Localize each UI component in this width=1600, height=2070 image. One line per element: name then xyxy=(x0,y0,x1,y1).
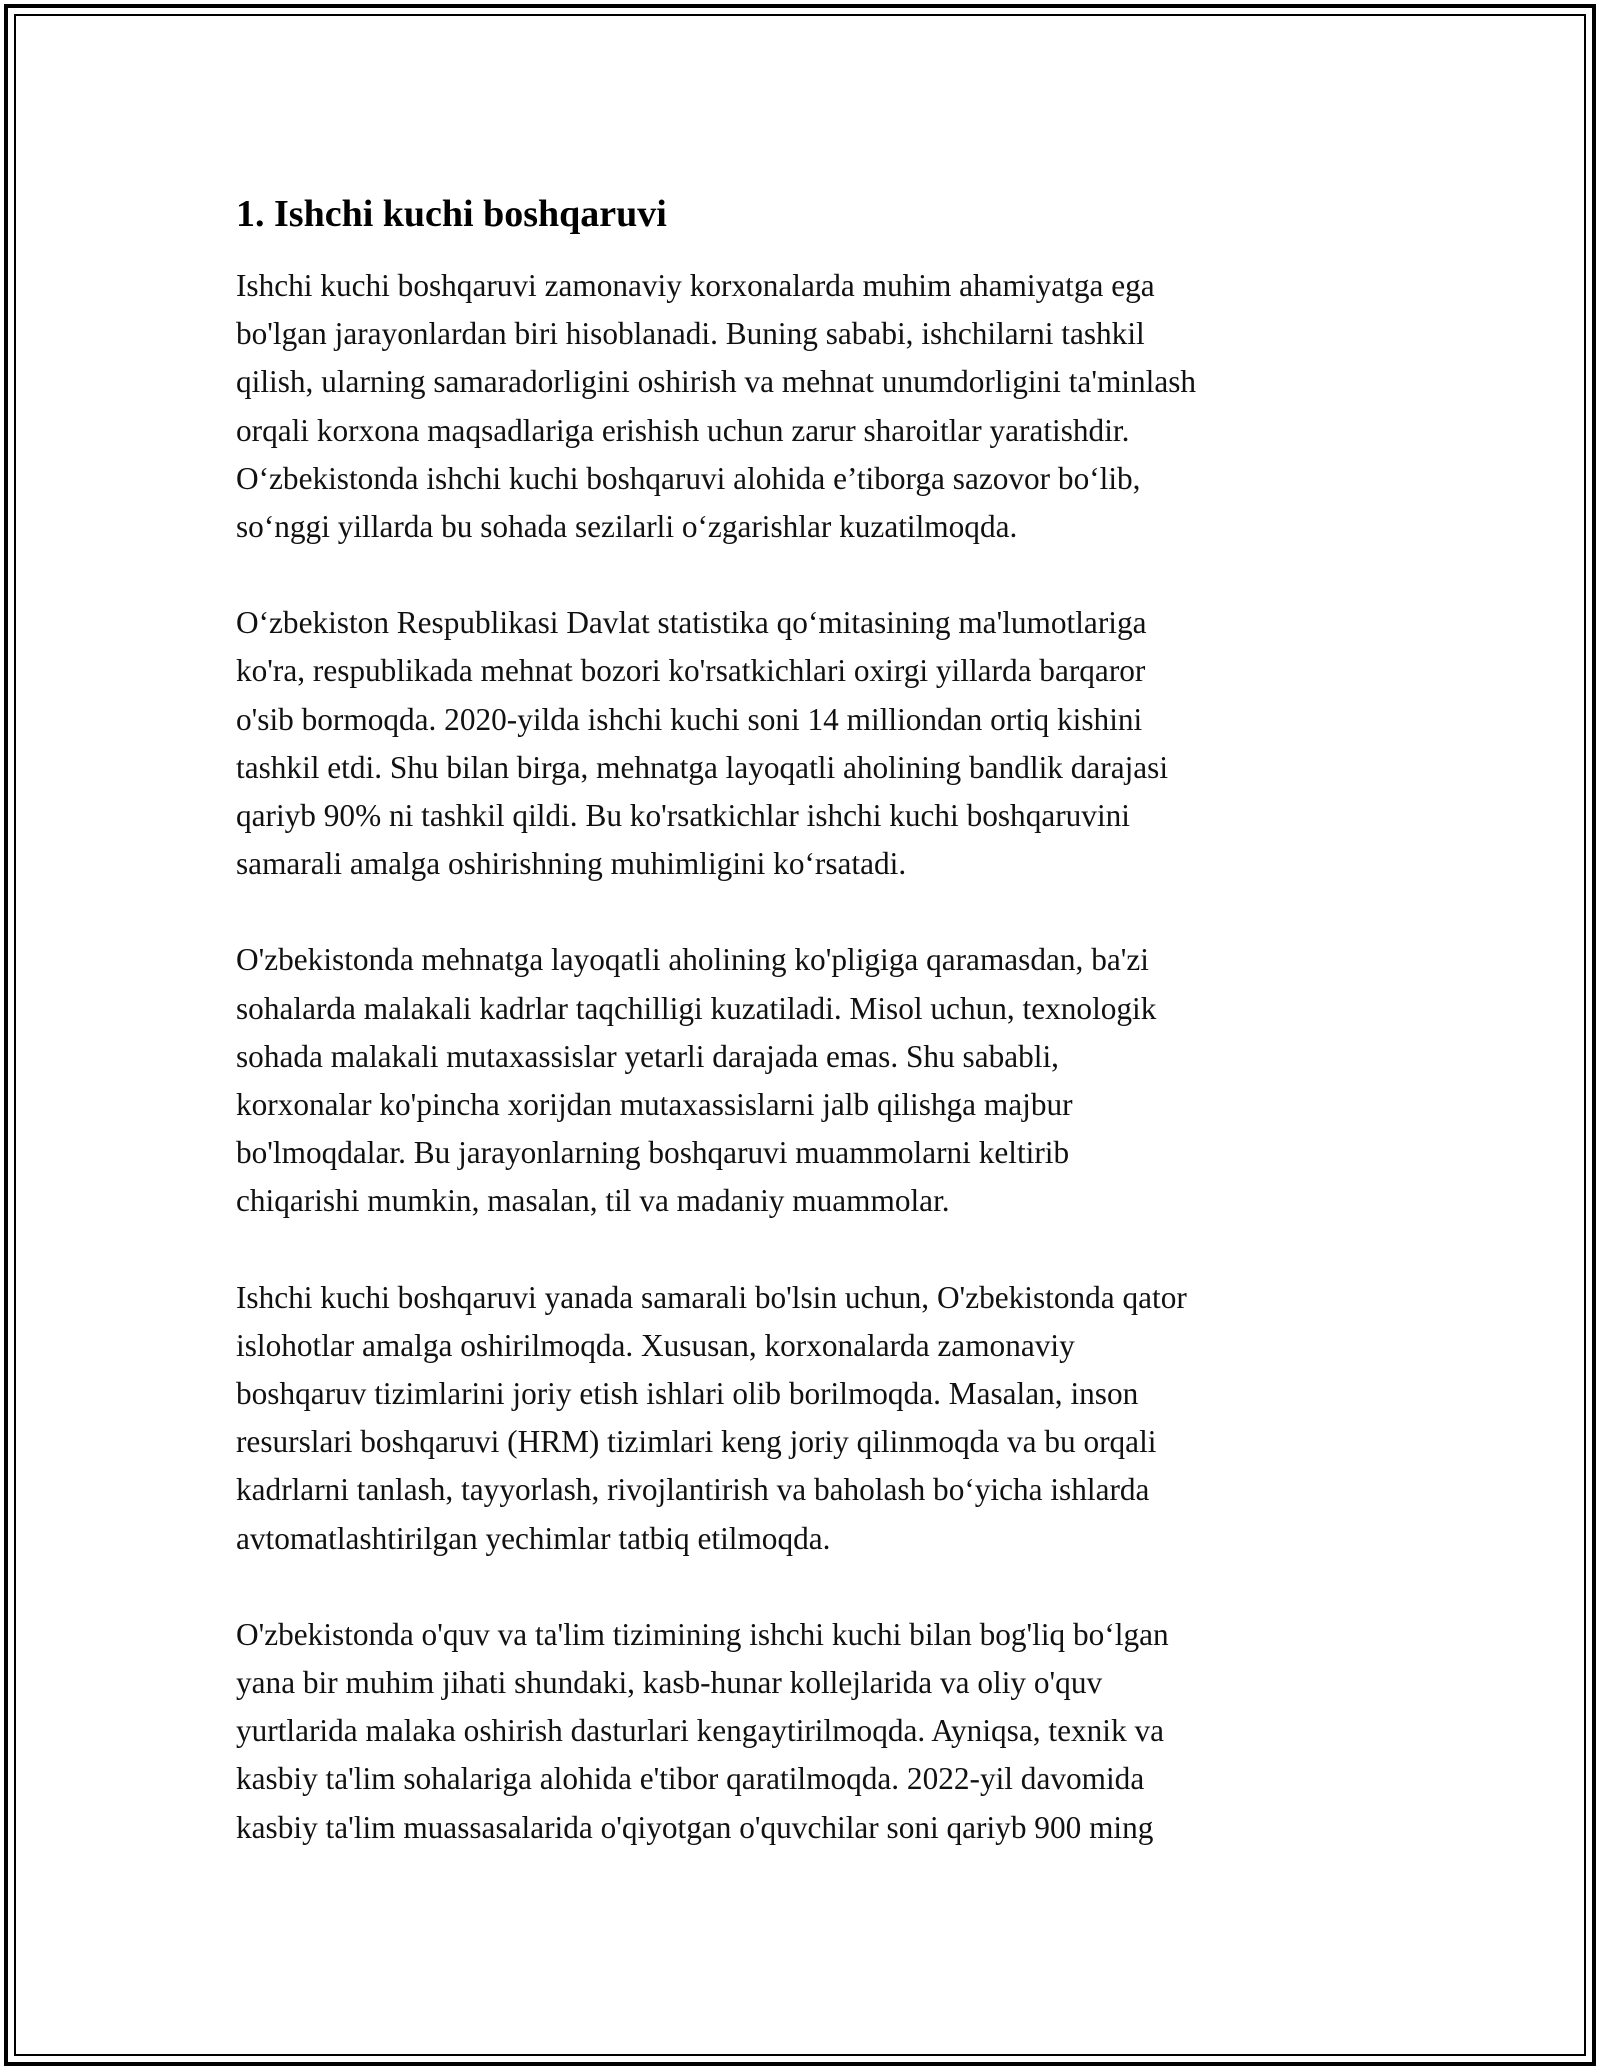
text-line: Ishchi kuchi boshqaruvi yanada samarali bo'lsin uchun, O'zbekistonda qator xyxy=(236,1279,1187,1315)
section-heading: 1. Ishchi kuchi boshqaruvi xyxy=(236,193,667,235)
text-line: resurslari boshqaruvi (HRM) tizimlari keng joriy qilinmoqda va bu orqali xyxy=(236,1424,1157,1460)
text-line: islohotlar amalga oshirilmoqda. Xususan, korxonalarda zamonaviy xyxy=(236,1327,1075,1363)
text-line: ko'ra, respublikada mehnat bozori ko'rsatkichlari oxirgi yillarda barqaror xyxy=(236,653,1146,689)
text-line: bo'lmoqdalar. Bu jarayonlarning boshqaruvi muammolarni keltirib xyxy=(236,1135,1070,1171)
text-line: samarali amalga oshirishning muhimligini ko‘rsatadi. xyxy=(236,846,907,882)
text-line: qilish, ularning samaradorligini oshirish va mehnat unumdorligini ta'minlash xyxy=(236,364,1197,400)
text-line: chiqarishi mumkin, masalan, til va madaniy muammolar. xyxy=(236,1183,950,1219)
text-line: bo'lgan jarayonlardan biri hisoblanadi. Buning sababi, ishchilarni tashkil xyxy=(236,316,1145,352)
text-line: kadrlarni tanlash, tayyorlash, rivojlantirish va baholash bo‘yicha ishlarda xyxy=(236,1472,1150,1508)
paragraph-3 xyxy=(236,936,1386,1225)
text-line: O'zbekistonda mehnatga layoqatli aholining ko'pligiga qaramasdan, ba'zi xyxy=(236,942,1149,978)
text-line: yurtlarida malaka oshirish dasturlari kengaytirilmoqda. Ayniqsa, texnik va xyxy=(236,1713,1164,1749)
text-line: orqali korxona maqsadlariga erishish uchun zarur sharoitlar yaratishdir. xyxy=(236,412,1130,448)
text-line: sohalarda malakali kadrlar taqchilligi kuzatiladi. Misol uchun, texnologik xyxy=(236,990,1157,1026)
document-body xyxy=(236,186,1386,1900)
text-line: yana bir muhim jihati shundaki, kasb-hunar kollejlarida va oliy o'quv xyxy=(236,1665,1103,1701)
text-line: sohada malakali mutaxassislar yetarli darajada emas. Shu sababli, xyxy=(236,1038,1060,1074)
text-line: boshqaruv tizimlarini joriy etish ishlari olib borilmoqda. Masalan, inson xyxy=(236,1376,1139,1412)
text-line: qariyb 90% ni tashkil qildi. Bu ko'rsatkichlar ishchi kuchi boshqaruvini xyxy=(236,798,1130,834)
text-line: O‘zbekiston Respublikasi Davlat statistika qo‘mitasining ma'lumotlariga xyxy=(236,605,1147,641)
text-line: Ishchi kuchi boshqaruvi zamonaviy korxonalarda muhim ahamiyatga ega xyxy=(236,268,1155,303)
text-line: tashkil etdi. Shu bilan birga, mehnatga layoqatli aholining bandlik darajasi xyxy=(236,749,1169,785)
text-line: O'zbekistonda o'quv va ta'lim tizimining ishchi kuchi bilan bog'liq bo‘lgan xyxy=(236,1616,1169,1652)
paragraph-1 xyxy=(236,262,1386,551)
text-line: o'sib bormoqda. 2020-yilda ishchi kuchi soni 14 milliondan ortiq kishini xyxy=(236,701,1143,737)
paragraph-5 xyxy=(236,1611,1386,1852)
text-line: korxonalar ko'pincha xorijdan mutaxassislarni jalb qilishga majbur xyxy=(236,1087,1073,1123)
text-line: avtomatlashtirilgan yechimlar tatbiq etilmoqda. xyxy=(236,1520,831,1556)
text-line: so‘nggi yillarda bu sohada sezilarli o‘zgarishlar kuzatilmoqda. xyxy=(236,509,1018,545)
text-line: kasbiy ta'lim muassasalarida o'qiyotgan o'quvchilar soni qariyb 900 ming xyxy=(236,1809,1154,1845)
paragraph-2 xyxy=(236,599,1386,888)
text-line: O‘zbekistonda ishchi kuchi boshqaruvi alohida e’tiborga sazovor bo‘lib, xyxy=(236,460,1141,496)
paragraph-4 xyxy=(236,1274,1386,1563)
text-line: kasbiy ta'lim sohalariga alohida e'tibor qaratilmoqda. 2022-yil davomida xyxy=(236,1761,1145,1797)
